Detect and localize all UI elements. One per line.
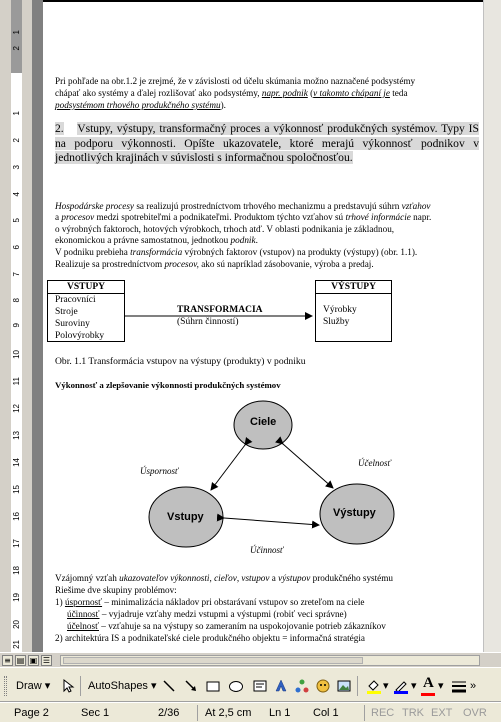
status-rec[interactable]: REC: [371, 707, 395, 719]
select-objects-icon[interactable]: [60, 678, 76, 694]
para2-line4: ekonomickou a právne samostatnou, jednotkou podnik.: [55, 235, 258, 245]
para2-line5: V podniku prebieha transformácia výrobných faktorov (vstupov) na produkty (výstupy) (obr. 1.1).: [55, 247, 418, 257]
picture-icon[interactable]: [336, 678, 352, 694]
ruler-number: 11: [12, 377, 21, 386]
outline-view-button[interactable]: ☰: [42, 656, 51, 665]
vertical-scrollbar[interactable]: [483, 0, 501, 652]
ruler-number: 1: [12, 30, 21, 35]
figure-caption: Obr. 1.1 Transformácia vstupov na výstupy (produkty) v podniku: [55, 356, 306, 367]
text-box-icon[interactable]: [252, 678, 268, 694]
ruler-number: 1: [12, 111, 21, 116]
font-color-icon[interactable]: A: [423, 675, 434, 691]
input-item: Suroviny: [55, 319, 90, 329]
chevron-down-icon: ▾: [44, 680, 51, 692]
ruler-number: 12: [12, 404, 21, 413]
status-ext[interactable]: EXT: [431, 707, 453, 719]
ruler-number: 16: [12, 512, 21, 521]
status-line: Ln 1: [269, 707, 291, 719]
economy-label: Úspornosť: [140, 466, 179, 476]
para3-line2: Riešime dve skupiny problémov:: [55, 585, 177, 595]
input-item: Stroje: [55, 307, 78, 317]
line-color-icon[interactable]: [393, 678, 409, 694]
outputs-box: [315, 280, 392, 342]
toolbar-separator: [80, 676, 81, 696]
ruler-number: 2: [12, 138, 21, 143]
ruler-number: 4: [12, 192, 21, 197]
toolbar-separator: [357, 676, 358, 696]
output-item: Výrobky: [323, 305, 357, 315]
status-separator: [364, 705, 365, 721]
normal-view-button[interactable]: ≡: [2, 655, 13, 666]
ruler-number: 19: [12, 593, 21, 602]
line-style-icon[interactable]: [451, 678, 467, 694]
ruler-margin-shade: [11, 0, 22, 73]
rectangle-icon[interactable]: [205, 678, 221, 694]
chevron-down-icon: ▾: [151, 680, 157, 692]
ruler-number: 15: [12, 485, 21, 494]
ruler-number: 10: [12, 350, 21, 359]
header-rule: [43, 0, 501, 2]
wordart-icon[interactable]: [273, 678, 289, 694]
arrow-inputs-outputs: [224, 518, 319, 525]
chevron-down-icon[interactable]: ▾: [411, 680, 417, 692]
para3-line6: 2) architektúra IS a podnikateľské ciele produkčného objektu = informačná stratégia: [55, 633, 365, 643]
autoshapes-label: AutoShapes: [88, 680, 148, 692]
output-item: Služby: [323, 317, 350, 327]
draw-menu[interactable]: [16, 679, 50, 693]
toolbar-grip[interactable]: [4, 676, 7, 696]
autoshapes-menu[interactable]: [88, 679, 157, 693]
ruler-number: 6: [12, 245, 21, 250]
horizontal-scrollbar[interactable]: [60, 655, 480, 666]
para3-line5: účelnosť – vzťahuje sa na výstupy so zameraním na uspokojovanie potrieb zákazníkov: [67, 621, 386, 631]
performance-diagram: [133, 398, 423, 568]
outputs-label: Výstupy: [333, 507, 376, 519]
heading-text: Vstupy, výstupy, transformačný proces a výkonnosť produkčných systémov. Typy IS na podporu výkonnosti. Opíšte ukazovatele, ktoré merajú výkonnosť podnikov v jednotlivých krajinách v súvislosti s informačnou spoločnosťou.: [55, 122, 479, 165]
fill-color-icon[interactable]: [366, 678, 382, 694]
para2-line3: o výrobných faktoroch, hotových výrobkoch, trhoch atď. V oblasti podnikania je základnou,: [55, 224, 395, 234]
para3-line1: Vzájomný vzťah ukazovateľov výkonnosti, cieľov, vstupov a výstupov produkčného systému: [55, 573, 393, 583]
ruler-number: 3: [12, 165, 21, 170]
ruler-number: 14: [12, 458, 21, 467]
status-section: Sec 1: [81, 707, 110, 719]
status-bar: [0, 702, 501, 722]
para3-line4: účinnosť – vyjadruje vzťahy medzi vstupmi a výstupmi (robiť veci správne): [67, 609, 347, 619]
arrow-goals-outputs: [283, 444, 333, 488]
more-buttons-icon[interactable]: »: [470, 680, 477, 692]
purposefulness-label: Účelnosť: [358, 458, 391, 468]
status-separator: [197, 705, 198, 721]
oval-icon[interactable]: [228, 678, 244, 694]
font-color-swatch: [421, 693, 435, 696]
question-heading: [55, 122, 479, 166]
ruler-number: 7: [12, 272, 21, 277]
heading-number: 2.: [55, 122, 64, 135]
ruler-number: 9: [12, 323, 21, 328]
horizontal-scroll-thumb[interactable]: [63, 657, 363, 664]
input-item: Pracovníci: [55, 295, 96, 305]
ruler-number: 2: [12, 46, 21, 51]
line-icon[interactable]: [161, 678, 177, 694]
inputs-label: Vstupy: [167, 511, 204, 523]
ruler-number: 21: [12, 640, 21, 649]
ruler-number: 8: [12, 298, 21, 303]
chevron-down-icon[interactable]: ▾: [383, 680, 389, 692]
para1-line2: chápať ako systémy a ďalej rozlišovať ako podsystémy, napr. podnik (v takomto chápaní je teda: [55, 88, 408, 98]
para2-line2: a procesov medzi spotrebiteľmi a podnikateľmi. Produktom týchto vzťahov sú trhové informácie napr.: [55, 212, 432, 222]
outputs-title: VÝSTUPY: [316, 281, 391, 294]
input-item: Polovýrobky: [55, 331, 105, 341]
document-area[interactable]: [33, 0, 501, 652]
status-page: Page 2: [14, 707, 49, 719]
draw-label: Draw: [16, 680, 42, 692]
ruler-number: 17: [12, 539, 21, 548]
drawing-toolbar: [0, 667, 501, 702]
status-position: At 2,5 cm: [205, 707, 252, 719]
arrow-goals-inputs: [211, 445, 245, 490]
chevron-down-icon[interactable]: ▾: [438, 680, 444, 692]
clip-art-icon[interactable]: [315, 678, 331, 694]
efficiency-label: Účinnosť: [250, 545, 284, 555]
para3-line3: 1) úspornosť – minimalizácia nákladov pri obstarávaní vstupov so zreteľom na ciele: [55, 597, 365, 607]
status-trk[interactable]: TRK: [402, 707, 424, 719]
status-page-count: 2/36: [158, 707, 180, 719]
transform-label: TRANSFORMACIA: [177, 305, 263, 315]
vertical-ruler[interactable]: [0, 0, 33, 652]
para2-line6: Realizuje sa prostredníctvom procesov, ako sú napríklad zásobovanie, výroba a predaj.: [55, 259, 374, 269]
transform-sublabel: (Súhrn činností): [177, 317, 239, 327]
status-ovr[interactable]: OVR: [463, 707, 487, 719]
arrow-icon[interactable]: [183, 678, 199, 694]
para1-line3: podsystémom trhového produkčného systému).: [55, 100, 226, 110]
inputs-box: [47, 280, 125, 342]
ruler-number: 20: [12, 620, 21, 629]
para2-line1: Hospodárske procesy sa realizujú prostredníctvom trhového mechanizmu a predstavujú súhrn vzťahov: [55, 201, 431, 211]
print-layout-button[interactable]: ▣: [29, 656, 38, 665]
web-layout-button[interactable]: ▤: [16, 656, 25, 665]
section-title: Výkonnosť a zlepšovanie výkonnosti produkčných systémov: [55, 380, 281, 390]
inputs-title: VSTUPY: [48, 281, 124, 294]
ruler-number: 13: [12, 431, 21, 440]
status-column: Col 1: [313, 707, 339, 719]
view-bar: [0, 652, 501, 667]
goals-label: Ciele: [250, 416, 277, 428]
document-page[interactable]: [43, 0, 501, 652]
ruler-number: 18: [12, 566, 21, 575]
para1-line1: Pri pohľade na obr.1.2 je zrejmé, že v závislosti od účelu skúmania možno naznačené podsystémy: [55, 76, 416, 86]
ruler-number: 5: [12, 218, 21, 223]
diagram-icon[interactable]: [294, 678, 310, 694]
